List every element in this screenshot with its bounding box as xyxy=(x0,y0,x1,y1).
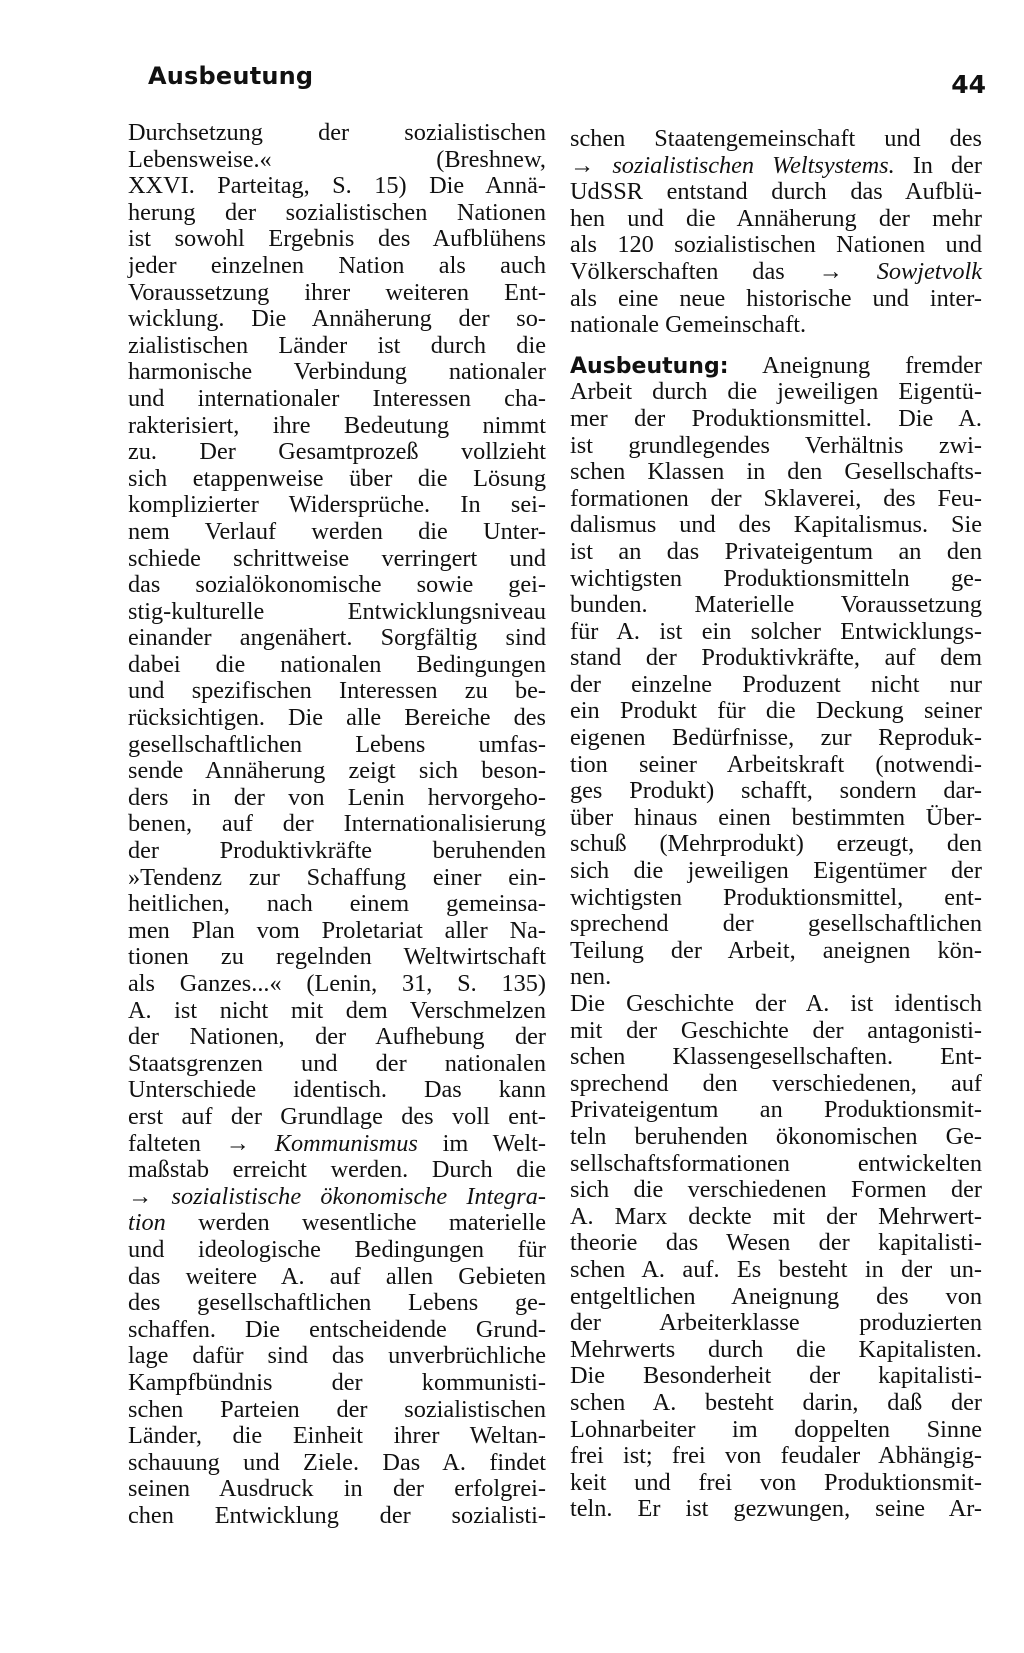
text-line: Staatsgrenzen und der nationalen xyxy=(128,1049,546,1077)
text-line: zu. Der Gesamtprozeß vollzieht xyxy=(128,438,546,466)
text-line: frei ist; frei von feudaler Abhängig- xyxy=(570,1442,982,1470)
text-line: teln. Er ist gezwungen, seine Ar- xyxy=(570,1495,982,1523)
text-line: und internationaler Interessen cha- xyxy=(128,384,546,412)
text-line: schen Staatengemeinschaft und des xyxy=(570,125,982,152)
text-line: als 120 sozialistischen Nationen und xyxy=(570,231,982,259)
text-line: dalismus und des Kapitalismus. Sie xyxy=(570,511,982,539)
text-line: hen und die Annäherung der mehr xyxy=(570,204,982,232)
text-line: sellschaftsformationen entwickelten xyxy=(570,1149,982,1177)
running-head: Ausbeutung xyxy=(148,62,314,90)
text-line: und ideologische Bedingungen für xyxy=(128,1235,546,1263)
text-line: Arbeit durch die jeweiligen Eigentü- xyxy=(570,378,982,406)
text-line: maßstab erreicht werden. Durch die xyxy=(128,1156,546,1184)
text-line: Die Besonderheit der kapitalisti- xyxy=(570,1362,982,1390)
text-line: ist grundlegendes Verhältnis zwi- xyxy=(570,431,982,459)
text-line: herung der sozialistischen Nationen xyxy=(128,198,546,226)
page-number: 44 xyxy=(951,70,986,99)
text-line: XXVI. Parteitag, S. 15) Die Annä- xyxy=(128,172,546,200)
text-line: Lebensweise.« (Breshnew, xyxy=(128,145,546,173)
cross-reference: sozialistischen Weltsystems. xyxy=(612,151,895,179)
text-line: komplizierter Widersprüche. In sei- xyxy=(128,491,546,519)
cross-reference: Kommunismus xyxy=(274,1129,418,1157)
text-line: stand der Produktivkräfte, auf dem xyxy=(570,644,982,672)
text-line: heitlichen, nach einem gemeinsa- xyxy=(128,890,546,918)
text-line: schen A. auf. Es besteht in der un- xyxy=(570,1255,982,1283)
text-line: formationen der Sklaverei, des Feu- xyxy=(570,484,982,512)
text-line: sprechend den verschiedenen, auf xyxy=(570,1069,982,1097)
text-line: schauung und Ziele. Das A. findet xyxy=(128,1448,546,1476)
text-line: nen. xyxy=(570,963,612,991)
arrow-icon: → xyxy=(818,257,877,285)
text-line: wichtigsten Produktionsmitteln ge- xyxy=(570,564,982,592)
text-line: sich die jeweiligen Eigentümer der xyxy=(570,857,982,885)
arrow-icon: → xyxy=(225,1129,275,1157)
text-line: sende Annäherung zeigt sich beson- xyxy=(128,757,546,785)
text-line: chen Entwicklung der sozialisti- xyxy=(128,1501,546,1529)
text-line: Teilung der Arbeit, aneignen kön- xyxy=(570,936,982,964)
text-line: nem Verlauf werden die Unter- xyxy=(128,517,546,545)
text-line: schiede schrittweise verringert und xyxy=(128,544,546,572)
text-line: → sozialistischen Weltsystems. In der xyxy=(570,151,982,179)
text-line: keit und frei von Produktionsmit- xyxy=(570,1468,982,1496)
text-line: als Ganzes...« (Lenin, 31, S. 135) xyxy=(128,970,546,997)
entry-separator xyxy=(570,339,982,353)
text-line: Länder, die Einheit ihrer Weltan- xyxy=(128,1422,546,1450)
text-line: teln beruhenden ökonomischen Ge- xyxy=(570,1122,982,1150)
left-column xyxy=(128,120,546,1529)
text-line: men Plan vom Proletariat aller Na- xyxy=(128,916,546,944)
text-line: zialistischen Länder ist durch die xyxy=(128,331,546,359)
arrow-icon: → xyxy=(128,1182,172,1210)
text-line: mit der Geschichte der antagonisti- xyxy=(570,1016,982,1044)
text-line: theorie das Wesen der kapitalisti- xyxy=(570,1229,982,1257)
text-line: ein Produkt für die Deckung seiner xyxy=(570,697,982,725)
text-line: »Tendenz zur Schaffung einer ein- xyxy=(128,863,546,891)
text-line: Mehrwerts durch die Kapitalisten. xyxy=(570,1335,982,1363)
text-line: harmonische Verbindung nationaler xyxy=(128,358,546,386)
text-line: ges Produkt) schafft, sondern dar- xyxy=(570,777,982,805)
text-line: seinen Ausdruck in der erfolgrei- xyxy=(128,1475,546,1503)
arrow-icon: → xyxy=(570,151,613,179)
text-line: rakterisiert, ihre Bedeutung nimmt xyxy=(128,411,546,439)
text-line: schen Klassen in den Gesellschafts- xyxy=(570,458,982,486)
text-line: mer der Produktionsmittel. Die A. xyxy=(570,404,982,432)
text-line: sich etappenweise über die Lösung xyxy=(128,464,546,492)
text-line: schen Parteien der sozialistischen xyxy=(128,1395,546,1423)
text-line: für A. ist ein solcher Entwicklungs- xyxy=(570,617,982,645)
text-line: A. ist nicht mit dem Verschmelzen xyxy=(128,996,546,1024)
text-line: eigenen Bedürfnisse, zur Reproduk- xyxy=(570,724,982,752)
cross-reference: Sowjetvolk xyxy=(876,257,983,285)
text-line: Unterschiede identisch. Das kann xyxy=(128,1076,546,1104)
text-line: lage dafür sind das unverbrüchliche xyxy=(128,1342,546,1370)
text-line: stig-kulturelle Entwicklungsniveau xyxy=(128,597,546,625)
text-line: UdSSR entstand durch das Aufblü- xyxy=(570,178,982,206)
text-line: der Produktivkräfte beruhenden xyxy=(128,837,546,865)
text-line: benen, auf der Internationalisierung xyxy=(128,810,546,838)
text-line: schen Klassengesellschaften. Ent- xyxy=(570,1043,982,1071)
text-line: rücksichtigen. Die alle Bereiche des xyxy=(128,704,546,732)
text-line: entgeltlichen Aneignung des von xyxy=(570,1282,982,1310)
text-line: einander angenähert. Sorgfältig sind xyxy=(128,624,546,652)
text-line: nationale Gemeinschaft. xyxy=(570,311,807,339)
text-line: Privateigentum an Produktionsmit- xyxy=(570,1096,982,1124)
text-line: falteten → Kommunismus im Welt- xyxy=(128,1129,546,1157)
text-line: sprechend der gesellschaftlichen xyxy=(570,910,982,938)
text-line: Lohnarbeiter im doppelten Sinne xyxy=(570,1415,982,1443)
right-column xyxy=(570,126,982,1523)
text-line: Völkerschaften das → Sowjetvolk xyxy=(570,257,983,285)
text-line: A. Marx deckte mit der Mehrwert- xyxy=(570,1202,982,1230)
text-line: ist sowohl Ergebnis des Aufblühens xyxy=(128,225,546,253)
text-line xyxy=(128,1184,546,1211)
text-line: als eine neue historische und inter- xyxy=(570,284,982,312)
text-line: wicklung. Die Annäherung der so- xyxy=(128,305,546,333)
text-line: des gesellschaftlichen Lebens ge- xyxy=(128,1289,546,1317)
text-line: dabei die nationalen Bedingungen xyxy=(128,650,546,678)
text-line: Die Geschichte der A. ist identisch xyxy=(570,990,982,1017)
entry-headword: Ausbeutung: xyxy=(570,353,729,379)
text-line: wichtigsten Produktionsmittel, ent- xyxy=(570,883,982,911)
text-line: erst auf der Grundlage des voll ent- xyxy=(128,1102,546,1130)
text-line: tion seiner Arbeitskraft (notwendi- xyxy=(570,750,982,778)
text-line: tionen zu regelnden Weltwirtschaft xyxy=(128,943,546,971)
text-line: über hinaus einen bestimmten Über- xyxy=(570,803,982,831)
text-line: und spezifischen Interessen zu be- xyxy=(128,677,546,705)
text-line: schaffen. Die entscheidende Grund- xyxy=(128,1315,546,1343)
cross-reference: tion xyxy=(128,1209,166,1237)
text-line: ders in der von Lenin hervorgeho- xyxy=(128,783,546,811)
text-line: der Arbeiterklasse produzierten xyxy=(570,1309,982,1337)
text-line: sich die verschiedenen Formen der xyxy=(570,1176,982,1204)
text-line: gesellschaftlichen Lebens umfas- xyxy=(128,730,546,758)
cross-reference: sozialistische ökonomische Integra- xyxy=(171,1182,546,1210)
text-line: bunden. Materielle Voraussetzung xyxy=(570,591,982,619)
text-line: der Nationen, der Aufhebung der xyxy=(128,1023,546,1051)
text-line: tion werden wesentliche materielle xyxy=(128,1209,546,1237)
text-line: jeder einzelnen Nation als auch xyxy=(128,251,546,279)
text-line: schen A. besteht darin, daß der xyxy=(570,1388,982,1416)
text-line: Durchsetzung der sozialistischen xyxy=(128,119,546,146)
entry-headword-line: Ausbeutung: Aneignung fremder xyxy=(570,351,982,379)
text-line: der einzelne Produzent nicht nur xyxy=(570,670,982,698)
text-line: schuß (Mehrprodukt) erzeugt, den xyxy=(570,830,982,858)
text-line: Voraussetzung ihrer weiteren Ent- xyxy=(128,278,546,306)
text-line: das sozialökonomische sowie gei- xyxy=(128,571,546,599)
text-line: das weitere A. auf allen Gebieten xyxy=(128,1262,546,1290)
text-line: Kampfbündnis der kommunisti- xyxy=(128,1368,546,1396)
text-line: ist an das Privateigentum an den xyxy=(570,537,982,565)
